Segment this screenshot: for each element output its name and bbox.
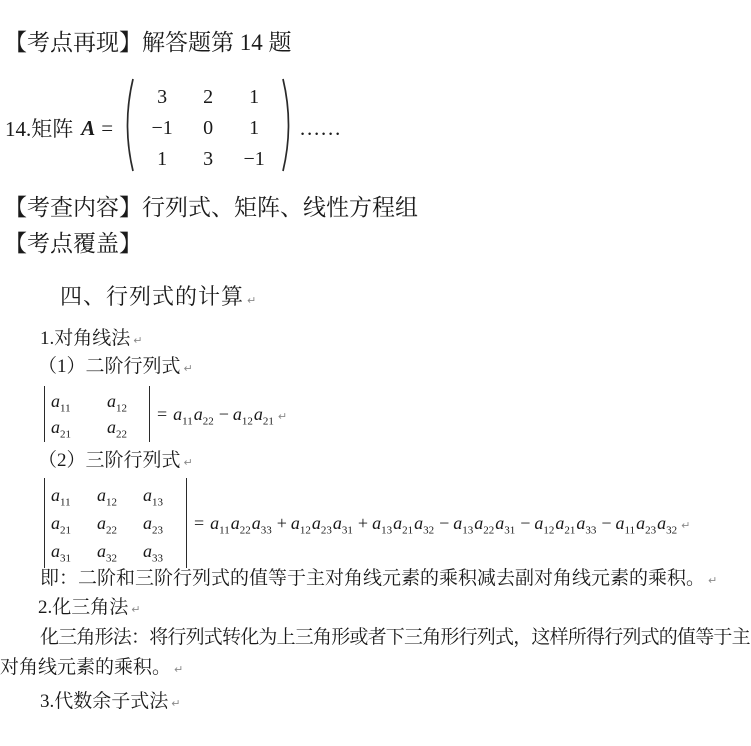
math-variable: $a_{23}$: [636, 512, 657, 537]
math-variable: $a_{33}$: [576, 512, 597, 537]
item1-line: [38, 355, 193, 381]
paragraph-mark: ↵: [183, 456, 193, 469]
method3-text: 3.代数余子式法: [40, 691, 169, 712]
math-variable: $a_{31}$: [495, 512, 516, 537]
equals-sign: =: [101, 115, 114, 140]
determinant-cell: [143, 509, 176, 537]
determinant-cell: [51, 537, 97, 565]
math-operator: −: [601, 512, 612, 533]
determinant-cell: [107, 388, 141, 414]
method1-line: [40, 327, 142, 353]
determinant-cell: [143, 537, 176, 565]
math-variable: $a_{33}$: [251, 512, 272, 537]
math-variable: $a_{11}$: [51, 391, 71, 415]
determinant-2x2-grid: [44, 386, 150, 442]
math-variable: $a_{22}$: [97, 513, 117, 537]
math-variable: $a_{33}$: [143, 541, 163, 565]
exam-coverage-line: 【考点覆盖】: [4, 231, 142, 256]
expression-terms: [210, 512, 678, 537]
math-variable: $a_{12}$: [290, 512, 311, 537]
math-variable: $a_{22}$: [107, 417, 127, 441]
math-variable: $a_{11}$: [51, 485, 71, 509]
right-parenthesis-icon: [281, 77, 295, 179]
math-variable: $a_{23}$: [311, 512, 332, 537]
expression-terms: [173, 403, 275, 428]
math-variable: $a_{31}$: [51, 541, 71, 565]
determinant-cell: [51, 388, 107, 414]
math-operator: +: [276, 512, 287, 533]
method2-text: 2.化三角法: [38, 597, 129, 618]
determinant-cell: [97, 481, 143, 509]
math-variable: $a_{11}$: [173, 403, 193, 428]
paragraph-mark: ↵: [133, 334, 143, 347]
method2-description-line2-text: 对角线元素的乘积。: [0, 657, 172, 678]
determinant-2x2-formula: [44, 387, 287, 441]
matrix-variable: A: [81, 115, 96, 140]
matrix-grid: [135, 82, 281, 175]
matrix-cell: 2: [203, 85, 214, 108]
math-variable: $a_{12}$: [107, 391, 127, 415]
left-parenthesis-icon: [121, 77, 135, 179]
item2-text: （2）三阶行列式: [38, 450, 181, 471]
question-label: 14.矩阵: [5, 117, 74, 141]
math-variable: $a_{12}$: [232, 403, 253, 428]
math-variable: $a_{32}$: [657, 512, 678, 537]
ellipsis-dots: ……: [299, 115, 342, 140]
paragraph-mark: ↵: [681, 518, 691, 532]
math-operator: +: [357, 512, 369, 533]
method2-description-line1: 化三角形法：将行列式转化为上三角形或者下三角形行列式，这样所得行列式的值等于主: [40, 627, 750, 648]
math-variable: $a_{23}$: [143, 513, 163, 537]
determinant-cell: [97, 537, 143, 565]
math-variable: $a_{21}$: [393, 512, 414, 537]
matrix-cell: 1: [157, 147, 168, 170]
paragraph-mark: ↵: [708, 574, 718, 587]
method1-text: 1.对角线法: [40, 328, 131, 349]
math-variable: $a_{22}$: [230, 512, 251, 537]
math-variable: $a_{11}$: [210, 512, 230, 537]
math-variable: $a_{12}$: [97, 485, 117, 509]
math-variable: $a_{13}$: [372, 512, 393, 537]
item1-text: （1）二阶行列式: [38, 356, 181, 377]
math-operator: −: [218, 403, 229, 424]
determinant-cell: [51, 509, 97, 537]
math-variable: $a_{11}$: [615, 512, 636, 537]
paragraph-mark: ↵: [277, 409, 288, 423]
math-operator: −: [439, 512, 450, 533]
determinant-cell: [107, 414, 141, 440]
math-variable: $a_{13}$: [143, 485, 163, 509]
method3-line: [40, 690, 180, 716]
determinant-cell: [97, 509, 143, 537]
math-variable: $a_{32}$: [97, 541, 117, 565]
math-variable: $a_{32}$: [414, 512, 435, 537]
math-operator: −: [520, 512, 531, 533]
determinant-2x2-expression: [157, 403, 288, 428]
matrix-cell: 0: [203, 116, 214, 139]
determinant-3x3-expression: [194, 512, 691, 537]
paragraph-mark: ↵: [131, 603, 141, 616]
note-text: 即：二阶和三阶行列式的值等于主对角线元素的乘积减去副对角线元素的乘积。: [40, 568, 706, 589]
math-variable: $a_{21}$: [51, 417, 71, 441]
determinant-3x3-grid: [44, 478, 187, 568]
method2-description-line2: [0, 656, 183, 682]
determinant-3x3-formula: [44, 479, 690, 567]
math-variable: $a_{31}$: [332, 512, 353, 537]
paragraph-mark: ↵: [183, 362, 193, 375]
matrix-cell: 3: [203, 147, 214, 170]
paragraph-mark: ↵: [174, 663, 184, 676]
item2-line: [38, 449, 193, 475]
determinant-cell: [51, 414, 107, 440]
matrix-cell: −1: [243, 147, 265, 170]
exam-point-recall-line: 【考点再现】解答题第 14 题: [4, 30, 292, 55]
section-heading: [60, 282, 257, 316]
matrix-cell: 3: [157, 85, 168, 108]
matrix-question-line: [5, 79, 341, 177]
math-variable: $a_{21}$: [51, 513, 71, 537]
equals-sign: =: [157, 403, 168, 424]
matrix-cell: −1: [151, 116, 173, 139]
equals-sign: =: [194, 512, 205, 533]
math-variable: $a_{21}$: [555, 512, 576, 537]
section-heading-text: 四、行列式的计算: [60, 284, 245, 309]
matrix-cell: 1: [249, 116, 260, 139]
determinant-cell: [51, 481, 97, 509]
math-variable: $a_{22}$: [474, 512, 495, 537]
math-variable: $a_{21}$: [253, 403, 274, 428]
math-variable: $a_{12}$: [534, 512, 555, 537]
matrix-cell: 1: [249, 85, 260, 108]
exam-content-line: 【考查内容】行列式、矩阵、线性方程组: [4, 195, 418, 220]
method2-line: [38, 596, 140, 622]
determinant-cell: [143, 481, 176, 509]
math-variable: $a_{13}$: [453, 512, 474, 537]
note-line: [40, 567, 717, 593]
paragraph-mark: ↵: [171, 697, 181, 710]
paragraph-mark: ↵: [247, 294, 258, 307]
math-variable: $a_{22}$: [193, 403, 214, 428]
